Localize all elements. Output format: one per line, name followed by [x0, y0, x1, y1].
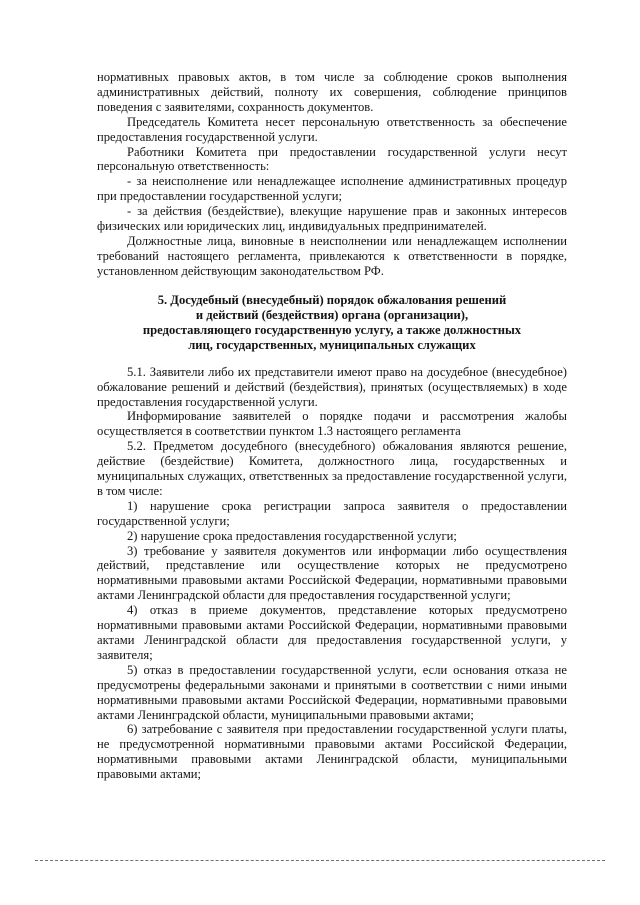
paragraph: - за неисполнение или ненадлежащее исполнение административных процедур при предоставлении государственной услуги;	[97, 174, 567, 204]
paragraph: нормативных правовых актов, в том числе за соблюдение сроков выполнения административных действий, полноту их совершения, соблюдение принципов поведения с заявителями, сохранность документов.	[97, 70, 567, 114]
heading-line: 5. Досудебный (внесудебный) порядок обжалования решений	[157, 292, 507, 307]
document-body	[97, 70, 567, 782]
footer-divider	[35, 860, 605, 861]
section-heading	[97, 293, 567, 353]
paragraph: - за действия (бездействие), влекущие нарушение прав и законных интересов физических или юридических лиц, индивидуальных предпринимателей.	[97, 204, 567, 234]
responsibility-section	[97, 70, 567, 279]
paragraph: Информирование заявителей о порядке подачи и рассмотрения жалобы осуществляется в соответствии пунктом 1.3 настоящего регламента	[97, 409, 567, 439]
paragraph: 5.2. Предметом досудебного (внесудебного) обжалования являются решение, действие (бездействие) Комитета, должностного лица, государственных и муниципальных служащих, ответственных за предоставление государственной услуги, в том числе:	[97, 439, 567, 498]
list-item: 1) нарушение срока регистрации запроса заявителя о предоставлении государственной услуги;	[97, 498, 567, 528]
paragraph: Председатель Комитета несет персональную ответственность за обеспечение предоставления государственной услуги.	[97, 114, 567, 144]
paragraph: Работники Комитета при предоставлении государственной услуги несут персональную ответственность:	[97, 144, 567, 174]
list-item: 5) отказ в предоставлении государственной услуги, если основания отказа не предусмотрены федеральными законами и принятыми в соответствии с ними иными нормативными правовыми актами Российской Федерации, нормативными правовыми актами Ленинградской области, муниципальными правовыми актами;	[97, 662, 567, 722]
paragraph: 5.1. Заявители либо их представители имеют право на досудебное (внесудебное) обжалование решений и действий (бездействия), принятых (осуществляемых) в ходе предоставления государственной услуги.	[97, 364, 567, 409]
list-item: 3) требование у заявителя документов или информации либо осуществления действий, представление или осуществление которых не предусмотрено нормативными правовыми актами Российской Федерации, нормативными правовыми актами Ленинградской области для предоставления государственной услуги;	[97, 543, 567, 603]
list-item: 6) затребование с заявителя при предоставлении государственной услуги платы, не предусмотренной нормативными правовыми актами Российской Федерации, нормативными правовыми актами Ленинградской области, муниципальными правовыми актами;	[97, 722, 567, 782]
heading-line: предоставляющего государственную услугу, а также должностных	[142, 322, 522, 337]
heading-line: и действий (бездействия) органа (организации),	[195, 307, 469, 322]
appeal-section	[97, 365, 567, 782]
heading-line: лиц, государственных, муниципальных служащих	[188, 337, 476, 352]
paragraph: Должностные лица, виновные в неисполнении или ненадлежащем исполнении требований настоящего регламента, привлекаются к ответственности в порядке, установленном действующим законодательством РФ.	[97, 233, 567, 278]
list-item: 2) нарушение срока предоставления государственной услуги;	[127, 528, 457, 543]
list-item: 4) отказ в приеме документов, представление которых предусмотрено нормативными правовыми актами Российской Федерации, нормативными правовыми актами Ленинградской области для предоставления государственной услуги, у заявителя;	[97, 603, 567, 662]
